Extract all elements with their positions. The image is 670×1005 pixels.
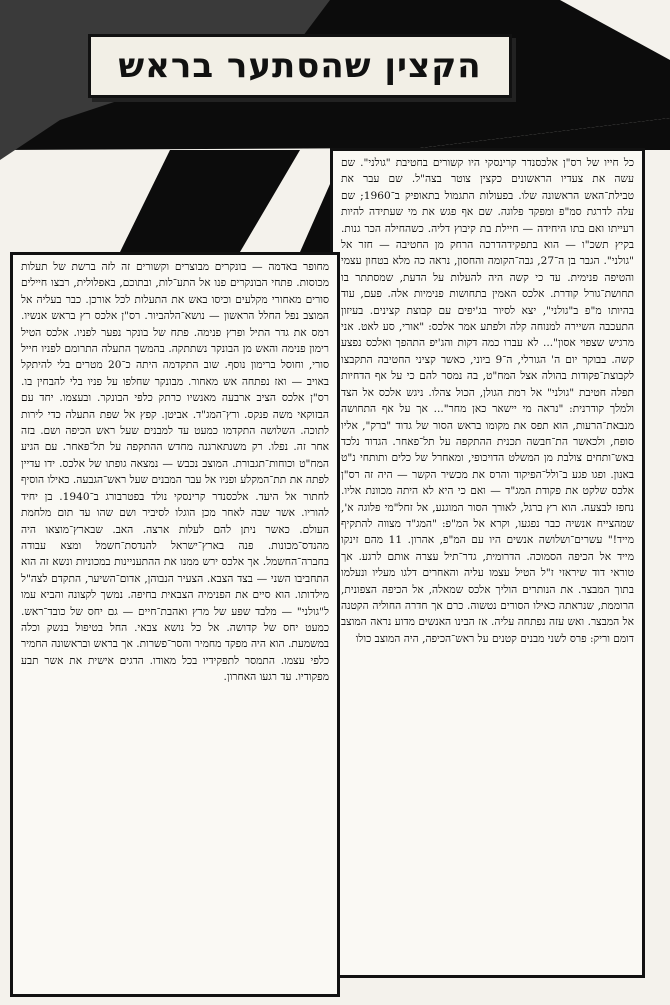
article-column-right — [330, 148, 645, 978]
headline-title: הקצין שהסתער בראש — [118, 46, 482, 86]
headline-banner — [88, 34, 512, 98]
left-column-text: מחופר באדמה — בונקרים מבוצרים וקשורים זה לזה ברשת של תעלות מכוסות. פתחי הבונקרים פנו אל התע־לות, ובתוכם, באפלולית, רבצו חיילים סורים מאחורי מקלעים וכיסו באש את התעלות לכל אורכן. כבר בעליה אל המוצב נפל החלל הראשון — נושא־הלהביור. רס"ן אלכס רץ בראש אנשיו. רמס את גדר התיל ופרץ פנימה. פתח של בונקר נפער לפניו. אלכס הטיל רימון פנימה והאש מן הבונקר נשתתקה. בהמשך התעלה התרומם לפניו חייל סורי, וחוסל ברימון נוסף. שוב התקדמה היתה כ־20 מטרים בלי להיתקל באויב — ואז נפתחה אש מאחור. מבונקר שחלפו על פניו בלי להבחין בו. רס"ן אלכס הציב ארבעה מאנשיו כרתק כלפי הבונקר. ובעצמו. יחד עם הבזוקאי משה פנקס. ורץ־המג"ד. אביטן. קפץ אל שפת התעלה כדי לירות לתוכה. השלושה התקדמו כמעט עד למבנים שעל ראש הכיפה ושם. בזה אחר זה. נפלו. רק משנתארגנה מחדש ההתקפה על תל־פאחר. עם הגיע המח"ט וכוחות־תגבורת. המוצב נכבש — נמצאה גופתו של אלכס. ידו עדיין לפתה את תת־המקלע ופניו אל עבר המבנים שעל ראש־הגבעה. כאילו הוסיף לחתור אל היעד. אלכסנדר קרינסקי נולד בפטרבורג ב־1940. בן יחיד להוריו. אשר שבה לאחר מכן הוגלו לסיביר ושם שהו עד תום מלחמת העולם. כאשר ניתן להם לעלות ארצה. האב. שבארץ־מוצאו היה מהנדס־מכונות. פנה בארץ־ישראל להנדסת־חשמל ומצא עבודה בחברה־החשמל. אך אלכס ירש ממנו את ההתעניינות במכוניות ונשא זה הוא התחביבו השני — בצד הצבא. הצעיר הנבוהן, אדום־השיער, התקדם לצה"ל מילדותו. הוא סיים את הפנימיה הצבאית בחיפה. נמשך לקצונה והביא עמו ל"גולני" — מלבד שפע של מרץ ואהבת־חיים — גם יחס של כובד־ראש. כמעט יחס של קדושה. אל כל נושא צבאי. החל בטיפול בנשק וכלה במשמעת. הוא היה מפקד מחמיר והסר־פשרות. אך בראש ובראשונה החמיר כלפי עצמו. התמסר לתפקידיו בכל מאודו. הדגים אישית את אשר תבע מפקודיו. עד רגעו האחרון. — [21, 261, 330, 684]
right-column-text: כל חייו של רס"ן אלכסנדר קרינסקי היו קשורים בחטיבת "גולני". שם עשה את צעדיו הראשונים כקצין צוטר בצה"ל. שם עבר את טבילת־האש הראשונה שלו. בפעולות התגמול בתאופיק ב־1960; שם עלה לדרגת סמ"פ ומפקד פלוגה. שם אף פגש את מי שעתידה להיות רעייתו ואם בתו היחידה — חיילת בת קיבוץ דליה. כשהחילה הכר גנות. בקיץ תשכ"ו — הוא בתפקידהדרכה הרחק מן החטיבה — חזר אל "גולני". הגבר בן ה־27, גבה־הקומה והחסון, נראה כה מלא בטחון עצמי והטיפה פנימית. עד כי קשה היה להעלות על הדעת, שמסתתר בו תחושת־גורל קודרת. אלכס האמין בתחושות פנימיות אלה. פעם, עוד בהיותו מ"פ ב"גולני", יצא לסיור בג'יפים עם קבוצת קצינים. בעיזון התעכבה השיירה למנוחה קלה ולפתע אמר אלכס: "אורי, סע לאט. אני מרגיש שצפוי אסון"... לא עברו כמה דקות והג'יפ התהפך ואלכס נפצע קשה. בבוקר יום ה' הגורלי, ה־9 ביוני, כאשר קציני החטיבה התקבצו לקבוצת־פקודות בהולה אצל המח"ט, בה נמסר להם כי על אף הדחיות תפלה חטיבת "גולני" אל רמת הגולן, הכול צהלו. ניגש אלכס אל הצד ולמלך קודרנית: "נראה מי יישאר כאן מחר"... אך על אף התחושה מנבאת־הרעות, הוא תפס את מקומו בראש הסור של גדוד "ברק", אליו סופח, ולכאשר הת־חבשה תכנית ההתקפה על תל־פאחר. הגדוד נלכד באש־ותחים צולבת מן המשלט הדויכופי, ומאחרל של כלים ותותחי נ"ט באנון. ופגו פגע ב־ולל־הפיקוד והרס את מכשיר הקשר — היה זה רס"ן אלכס שלקט את פקודת המג"ד — ואם כי היא לא היתה מכוונת אליו. נחפז לבצעה. הוא רץ ברגל, לאורך הסור המוגנע, אל זחל"מי פלוגה א', שמהצייח אנשיה כבר נפגעו, וקרא אל המ"פ: "המג"ד מצווה להתקיף מייד!" עשרים־ושלושה אנשים היו עם המ"פ, אהרון. 11 מהם זינקו מייד אל הכיפה הסמוכה. הדרומית, גדר־תיל עצרה אותם לרגע. אך טוראי דוד שיראזי ז"ל הטיל עצמו עליה והאחרים דלגו מעליו ונעלמו בתוך המבצר. את הנותרים הוליך אלכס שמאלה, אל הכיפה הצפונית, הרוממת, שנראתה כאילו הסורים נטשוה. כרם אך חדרה החוליה הקטנה אל המבצר. ואש עזה נפתחה עליה. אז הבינו האנשים מדוע נראה המוצב דומם וריק: פרס לשני מבנים קטנים על ראש־הכיפה, היה המוצב כולו — [341, 157, 634, 645]
article-column-left — [10, 252, 340, 997]
